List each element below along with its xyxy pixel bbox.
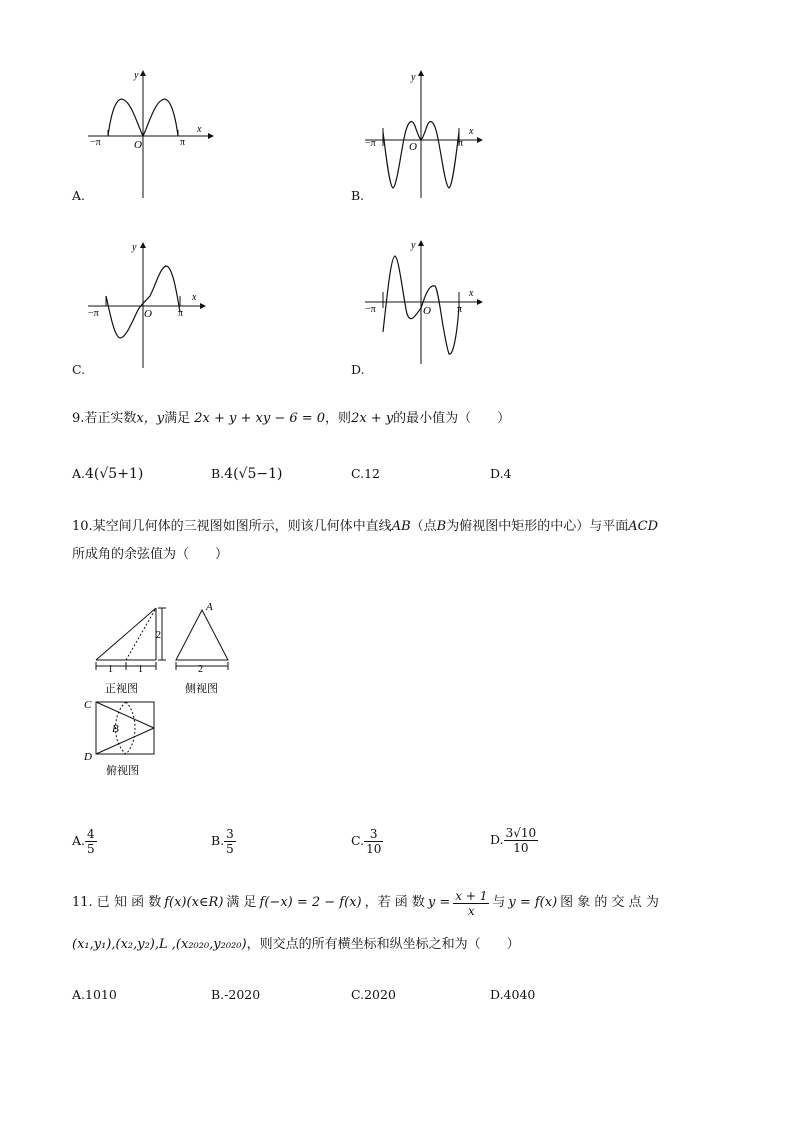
q11-condition: f(−x) = 2 − f(x)	[259, 895, 362, 910]
q11-points: (x₁,y₁),(x₂,y₂),L ,(x₂₀₂₀,y₂₀₂₀)	[72, 937, 247, 952]
q10-option-c[interactable]	[351, 822, 383, 860]
x-axis-arrow-icon	[477, 299, 483, 305]
q10-option-d[interactable]	[490, 820, 538, 860]
question-11-stem-line2	[72, 937, 520, 953]
question-11-stem-line1	[72, 886, 659, 920]
top-view-hidden-arc	[126, 702, 135, 754]
fraction-numerator: 3√10	[505, 825, 537, 840]
q11-fx: f(x)(x∈R)	[164, 895, 224, 910]
q10-option-d-label: D.	[490, 832, 504, 847]
front-view-caption: 正视图	[105, 683, 138, 695]
q10-option-c-fraction	[364, 827, 383, 856]
q9-option-d[interactable]: D.4	[490, 466, 512, 481]
fraction-denominator: 10	[513, 840, 529, 855]
q9-suffix: 的最小值为（ ）	[393, 411, 511, 426]
neg-pi-label: −π	[365, 304, 376, 315]
y-label: y	[132, 242, 137, 253]
graph-option-c-label[interactable]: C.	[72, 362, 86, 377]
q9-vars: x，y	[136, 411, 165, 426]
fraction-numerator: 4	[87, 826, 95, 841]
q11-line2-suffix: ，则交点的所有横坐标和纵坐标之和为（ ）	[246, 937, 520, 952]
q10-mid2: 为俯视图中矩形的中心）与平面	[446, 519, 629, 534]
q9-equation: 2x + y + xy − 6 = 0	[194, 411, 326, 426]
x-label: x	[197, 124, 202, 135]
three-view-figure	[80, 598, 250, 778]
q10-option-c-label: C.	[351, 833, 365, 848]
fraction-denominator: x	[467, 903, 475, 918]
top-view-caption: 俯视图	[106, 765, 139, 777]
q9-option-c[interactable]: C.12	[351, 466, 380, 481]
front-view-hypotenuse	[96, 608, 156, 660]
q10-option-b-label: B.	[211, 833, 225, 848]
q10-ab: AB	[391, 519, 411, 534]
graph-option-b	[365, 66, 495, 200]
q10-option-a-fraction	[85, 827, 97, 856]
q11-mid: 满 足	[226, 895, 257, 910]
q9-option-b-value: 4(√5−1)	[224, 466, 283, 482]
origin-label: O	[144, 308, 152, 320]
q9-expr: 2x + y	[351, 411, 394, 426]
x-axis-arrow-icon	[477, 137, 483, 143]
fraction-denominator: 10	[366, 841, 382, 856]
q9-prefix: 9.若正实数	[72, 411, 137, 426]
dim-2-height: 2	[156, 630, 161, 641]
q9-mid: 满足	[164, 411, 191, 426]
q9-option-a[interactable]	[72, 466, 143, 482]
top-view-rect	[96, 702, 154, 754]
top-view-edge	[96, 728, 154, 754]
x-label: x	[192, 292, 197, 303]
y-label: y	[411, 240, 416, 251]
origin-label: O	[423, 305, 431, 317]
q10-b: B	[436, 519, 447, 534]
q11-y-fx: y = f(x)	[508, 895, 558, 910]
side-view-caption: 侧视图	[185, 683, 218, 695]
pos-pi-label: π	[457, 304, 463, 315]
graph-option-d-label[interactable]: D.	[351, 362, 365, 377]
q11-option-a[interactable]: A.1010	[72, 987, 117, 1002]
fraction-numerator: x + 1	[455, 888, 488, 903]
q11-prefix: 11. 已 知 函 数	[72, 895, 162, 910]
dim-2-width: 2	[198, 664, 203, 675]
neg-pi-label: −π	[90, 137, 101, 148]
point-c-label: C	[84, 699, 92, 711]
point-b-label: B	[112, 723, 119, 735]
fraction-numerator: 3	[226, 826, 234, 841]
question-10-stem-line1	[72, 519, 658, 535]
dim-1-right: 1	[138, 664, 143, 675]
q11-mid3: 与	[492, 895, 506, 910]
q10-option-d-fraction	[504, 826, 539, 855]
side-view-triangle	[176, 610, 228, 660]
pos-pi-label: π	[180, 137, 186, 148]
q10-prefix: 10.某空间几何体的三视图如图所示，则该几何体中直线	[72, 519, 392, 534]
q11-mid2: ，若 函 数	[364, 895, 425, 910]
q11-y-eq: y =	[427, 895, 451, 910]
x-label: x	[469, 288, 474, 299]
q10-acd: ACD	[628, 519, 658, 534]
q9-option-b[interactable]	[211, 466, 282, 482]
top-view-edge	[96, 702, 154, 728]
graph-option-a	[88, 66, 218, 200]
pos-pi-label: π	[178, 308, 184, 319]
question-9-stem	[72, 411, 510, 427]
graph-option-b-label[interactable]: B.	[351, 188, 365, 203]
question-10-stem-line2: 所成角的余弦值为（ ）	[72, 547, 229, 562]
q10-option-a[interactable]	[72, 822, 97, 860]
graph-option-a-label[interactable]: A.	[72, 188, 86, 203]
front-view-hidden-edge	[126, 608, 156, 660]
y-axis-arrow-icon	[140, 70, 146, 76]
x-label: x	[469, 126, 474, 137]
q11-suffix: 图 象 的 交 点 为	[560, 895, 659, 910]
q10-option-a-label: A.	[72, 833, 86, 848]
dim-1-left: 1	[108, 664, 113, 675]
y-label: y	[411, 72, 416, 83]
origin-label: O	[134, 139, 142, 151]
q9-option-a-label: A.	[72, 466, 86, 481]
graph-option-c	[88, 238, 218, 372]
q9-option-a-value: 4(√5+1)	[85, 466, 144, 482]
q10-option-b-fraction	[224, 827, 236, 856]
q10-mid: （点	[410, 519, 437, 534]
neg-pi-label: −π	[365, 138, 376, 149]
q11-option-b[interactable]: B.-2020	[211, 987, 261, 1002]
neg-pi-label: −π	[88, 308, 99, 319]
y-axis-arrow-icon	[140, 242, 146, 248]
y-axis-arrow-icon	[418, 70, 424, 76]
fraction-denominator: 5	[226, 841, 234, 856]
point-a-label: A	[206, 601, 213, 613]
q11-option-d[interactable]: D.4040	[490, 987, 536, 1002]
y-label: y	[134, 70, 139, 81]
x-axis-arrow-icon	[200, 303, 206, 309]
q9-mid2: ，则	[325, 411, 352, 426]
point-d-label: D	[84, 751, 92, 763]
q9-option-b-label: B.	[211, 466, 225, 481]
q11-option-c[interactable]: C.2020	[351, 987, 396, 1002]
graph-option-d	[365, 236, 495, 370]
fraction-denominator: 5	[87, 841, 95, 856]
y-axis-arrow-icon	[418, 240, 424, 246]
pos-pi-label: π	[458, 138, 464, 149]
fraction-numerator: 3	[364, 827, 383, 842]
q10-option-b[interactable]	[211, 822, 236, 860]
q11-fraction	[453, 889, 489, 918]
origin-label: O	[409, 141, 417, 153]
x-axis-arrow-icon	[208, 133, 214, 139]
